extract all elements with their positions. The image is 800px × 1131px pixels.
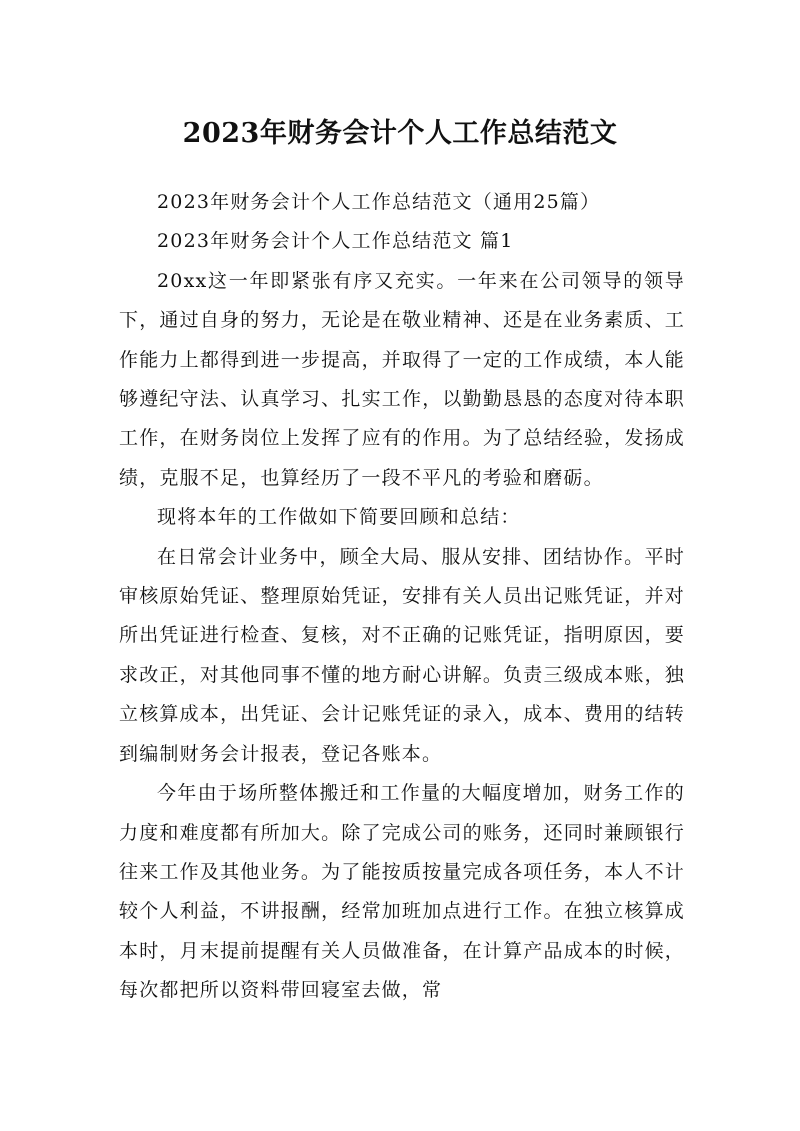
document-body [119, 183, 685, 1011]
subtitle-line: 2023年财务会计个人工作总结范文（通用25篇） [157, 191, 601, 213]
document-title: 2023年财务会计个人工作总结范文 [182, 118, 618, 150]
paragraph: 在日常会计业务中，顾全大局、服从安排、团结协作。平时审核原始凭证、整理原始凭证，安排有关人员出记账凭证，并对所出凭证进行检查、复核，对不正确的记账凭证，指明原因，要求改正，对其他同事不懂的地方耐心讲解。负责三级成本账，独立核算成本，出凭证、会计记账凭证的录入，成本、费用的结转到编制财务会计报表，登记各账本。 [119, 545, 685, 765]
paragraph: 今年由于场所整体搬迁和工作量的大幅度增加，财务工作的力度和难度都有所加大。除了完成公司的账务，还同时兼顾银行往来工作及其他业务。为了能按质按量完成各项任务，本人不计较个人利益，不讲报酬，经常加班加点进行工作。在独立核算成本时，月末提前提醒有关人员做准备，在计算产品成本的时候，每次都把所以资料带回寝室去做，常 [119, 782, 685, 1002]
paragraph: 现将本年的工作做如下简要回顾和总结： [157, 506, 521, 529]
section-heading: 2023年财务会计个人工作总结范文 篇1 [157, 230, 514, 253]
paragraph: 20xx这一年即紧张有序又充实。一年来在公司领导的领导下，通过自身的努力，无论是在敬业精神、还是在业务素质、工作能力上都得到进一步提高，并取得了一定的工作成绩，本人能够遵纪守法、认真学习、扎实工作，以勤勤恳恳的态度对待本职工作，在财务岗位上发挥了应有的作用。为了总结经验，发扬成绩，克服不足，也算经历了一段不平凡的考验和磨砺。 [119, 269, 685, 489]
